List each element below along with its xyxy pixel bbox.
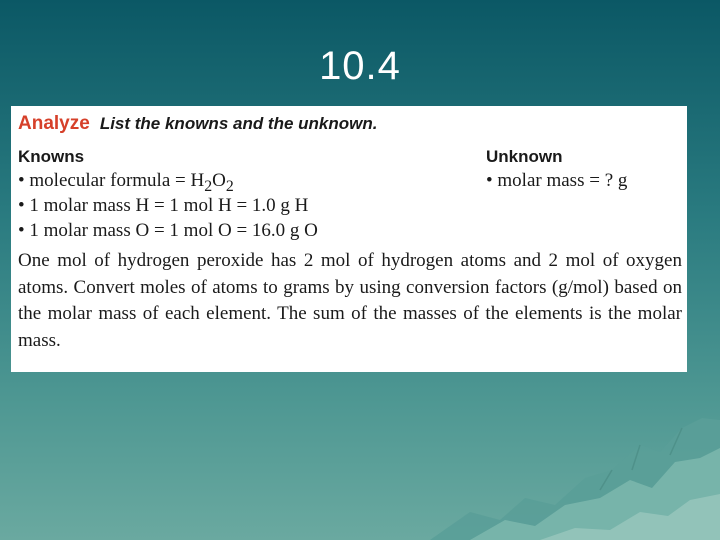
slide-title: 10.4 xyxy=(319,44,401,88)
known-item-oxygen xyxy=(18,218,486,243)
analyze-panel xyxy=(11,106,687,372)
knowns-column xyxy=(18,146,486,243)
unknown-text: molar mass = ? g xyxy=(497,170,628,191)
bullet: • xyxy=(18,220,25,241)
unknown-column xyxy=(486,146,682,243)
formula-subscript-o: 2 xyxy=(225,177,234,195)
analyze-instruction: List the knowns and the unknown. xyxy=(99,114,378,133)
knowns-unknown-columns xyxy=(18,146,682,243)
formula-subscript-h: 2 xyxy=(204,177,213,195)
analyze-header xyxy=(18,110,682,138)
analyze-label: Analyze xyxy=(18,113,90,134)
bullet: • xyxy=(18,195,25,216)
unknown-item xyxy=(486,168,682,193)
formula-oxygen: O xyxy=(212,170,226,191)
known-item-hydrogen xyxy=(18,193,486,218)
known-text: 1 molar mass H = 1 mol H = 1.0 g H xyxy=(29,195,309,216)
knowns-heading: Knowns xyxy=(18,147,85,166)
unknown-heading: Unknown xyxy=(486,147,563,166)
known-text: 1 molar mass O = 1 mol O = 16.0 g O xyxy=(29,220,318,241)
bullet: • xyxy=(18,170,25,191)
known-item-formula xyxy=(18,168,486,193)
bullet: • xyxy=(486,170,493,191)
explanation-paragraph: One mol of hydrogen peroxide has 2 mol of hydrogen atoms and 2 mol of oxygen atoms. Convert moles of atoms to grams by using conversion factors (g/mol) based on the molar mass of each element. The sum of the masses of the elements is the molar mass. xyxy=(18,250,682,351)
formula-prefix: molecular formula = H xyxy=(29,170,205,191)
